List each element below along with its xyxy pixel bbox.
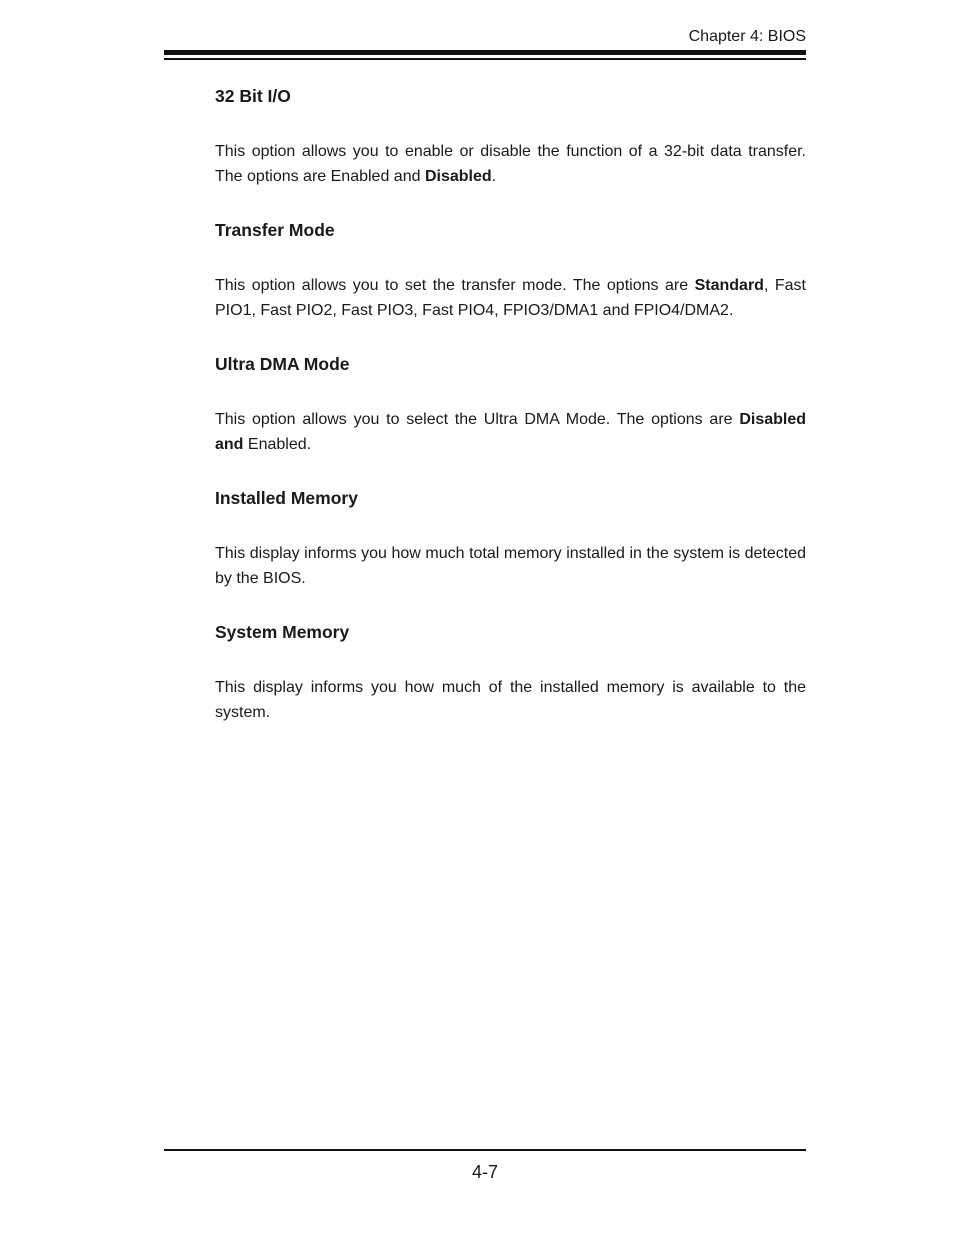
section-installed-memory xyxy=(215,487,806,591)
section-body xyxy=(215,274,806,323)
section-body xyxy=(215,140,806,189)
body-text: , Fast PIO1, Fast PIO2, Fast PIO3, Fast PIO4, FPIO3/DMA1 and FPIO4/DMA2. xyxy=(215,277,807,319)
section-title: Installed Memory xyxy=(215,488,358,508)
page-number: 4-7 xyxy=(471,1162,498,1182)
body-text: This display informs you how much of the installed memory is available to the system. xyxy=(215,679,806,721)
section-title: Transfer Mode xyxy=(215,220,335,240)
body-text: This option allows you to set the transfer mode. The options are xyxy=(215,277,695,294)
body-emphasis: Standard xyxy=(694,277,764,294)
body-text: Enabled. xyxy=(243,435,312,453)
section-ultra-dma-mode xyxy=(215,353,806,457)
section-body xyxy=(215,542,806,591)
section-title: 32 Bit I/O xyxy=(215,86,291,106)
body-text: This option allows you to select the Ultra DMA Mode. The options are xyxy=(215,411,740,428)
section-32-bit-io xyxy=(215,85,806,189)
footer-rule xyxy=(164,1149,806,1151)
page-content xyxy=(215,85,806,725)
section-transfer-mode xyxy=(215,219,806,323)
section-title: System Memory xyxy=(215,622,350,642)
body-text: This display informs you how much total memory installed in the system is detected by the BIOS. xyxy=(215,545,806,587)
header-rule-thin xyxy=(164,58,806,60)
section-title: Ultra DMA Mode xyxy=(215,354,350,374)
section-body xyxy=(215,408,806,457)
body-emphasis: Disabled and xyxy=(215,411,806,453)
section-body xyxy=(215,676,806,725)
chapter-header: Chapter 4: BIOS xyxy=(688,28,806,45)
header-rule-thick xyxy=(164,50,806,55)
section-system-memory xyxy=(215,621,806,725)
body-text: This option allows you to enable or disable the function of a 32-bit data transfer. The options are Enabled and xyxy=(215,143,806,185)
body-emphasis: Disabled xyxy=(424,167,492,185)
body-text: . xyxy=(491,167,497,185)
